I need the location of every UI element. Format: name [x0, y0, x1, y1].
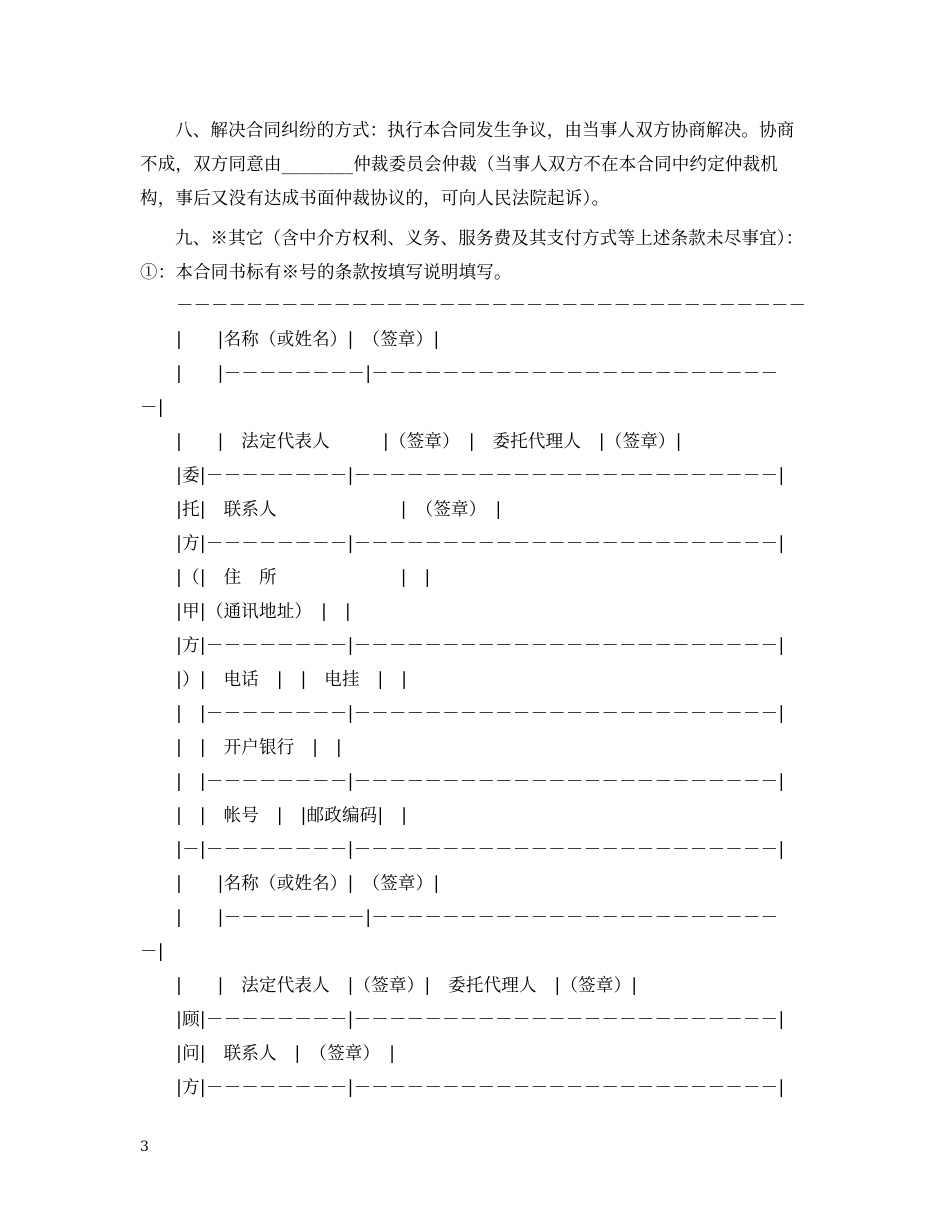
table-line: |方|－－－－－－－－|－－－－－－－－－－－－－－－－－－－－－－－－|: [176, 1078, 785, 1098]
table-line: |托| 联系人 | （签章） |: [176, 500, 502, 520]
table-line: | |名称（或姓名）| （签章）|: [176, 874, 440, 894]
table-line: |顾|－－－－－－－－|－－－－－－－－－－－－－－－－－－－－－－－－|: [176, 1010, 785, 1030]
table-line: |（| 住 所 | |: [176, 568, 431, 588]
table-line: |）| 电话 | | 电挂 | |: [176, 670, 408, 690]
table-line: | |－－－－－－－－|－－－－－－－－－－－－－－－－－－－－－－－－|: [176, 772, 785, 792]
table-line: | |－－－－－－－－|－－－－－－－－－－－－－－－－－－－－－－－: [176, 364, 779, 384]
page-number: 3: [140, 1139, 149, 1155]
table-line: | | 帐号 | |邮政编码| |: [176, 806, 408, 826]
table-line: －|: [140, 398, 164, 418]
table-line: | |－－－－－－－－|－－－－－－－－－－－－－－－－－－－－－－－－|: [176, 704, 785, 724]
table-line: |方|－－－－－－－－|－－－－－－－－－－－－－－－－－－－－－－－－|: [176, 534, 785, 554]
table-line: | | 法定代表人 |（签章）| 委托代理人 |（签章）|: [176, 976, 638, 996]
section-9-paragraph: 九、※其它（含中介方权利、义务、服务费及其支付方式等上述条款未尽事宜）：①：本合同书标有※号的条款按填写说明填写。: [140, 229, 804, 283]
table-line: | | 开户银行 | |: [176, 738, 342, 758]
table-line: |－|－－－－－－－－|－－－－－－－－－－－－－－－－－－－－－－－－|: [176, 840, 785, 860]
table-line: | |－－－－－－－－|－－－－－－－－－－－－－－－－－－－－－－－: [176, 908, 779, 928]
table-line: |问| 联系人 | （签章） |: [176, 1044, 396, 1064]
table-line: |委|－－－－－－－－|－－－－－－－－－－－－－－－－－－－－－－－－|: [176, 466, 785, 486]
table-line: | | 法定代表人 |（签章） | 委托代理人 |（签章）|: [176, 432, 682, 452]
table-line: |方|－－－－－－－－|－－－－－－－－－－－－－－－－－－－－－－－－|: [176, 636, 785, 656]
table-line: |甲|（通讯地址） | |: [176, 602, 351, 622]
table-top-border: －－－－－－－－－－－－－－－－－－－－－－－－－－－－－－－－－－－－: [176, 296, 806, 316]
table-line: | |名称（或姓名）| （签章）|: [176, 330, 440, 350]
section-8-paragraph: 八、解决合同纠纷的方式：执行本合同发生争议，由当事人双方协商解决。协商不成，双方同意由________仲裁委员会仲裁（当事人双方不在本合同中约定仲裁机构，事后又没有达成书面仲裁协议的，可向人民法院起诉）。: [140, 121, 795, 209]
table-line: －|: [140, 942, 164, 962]
